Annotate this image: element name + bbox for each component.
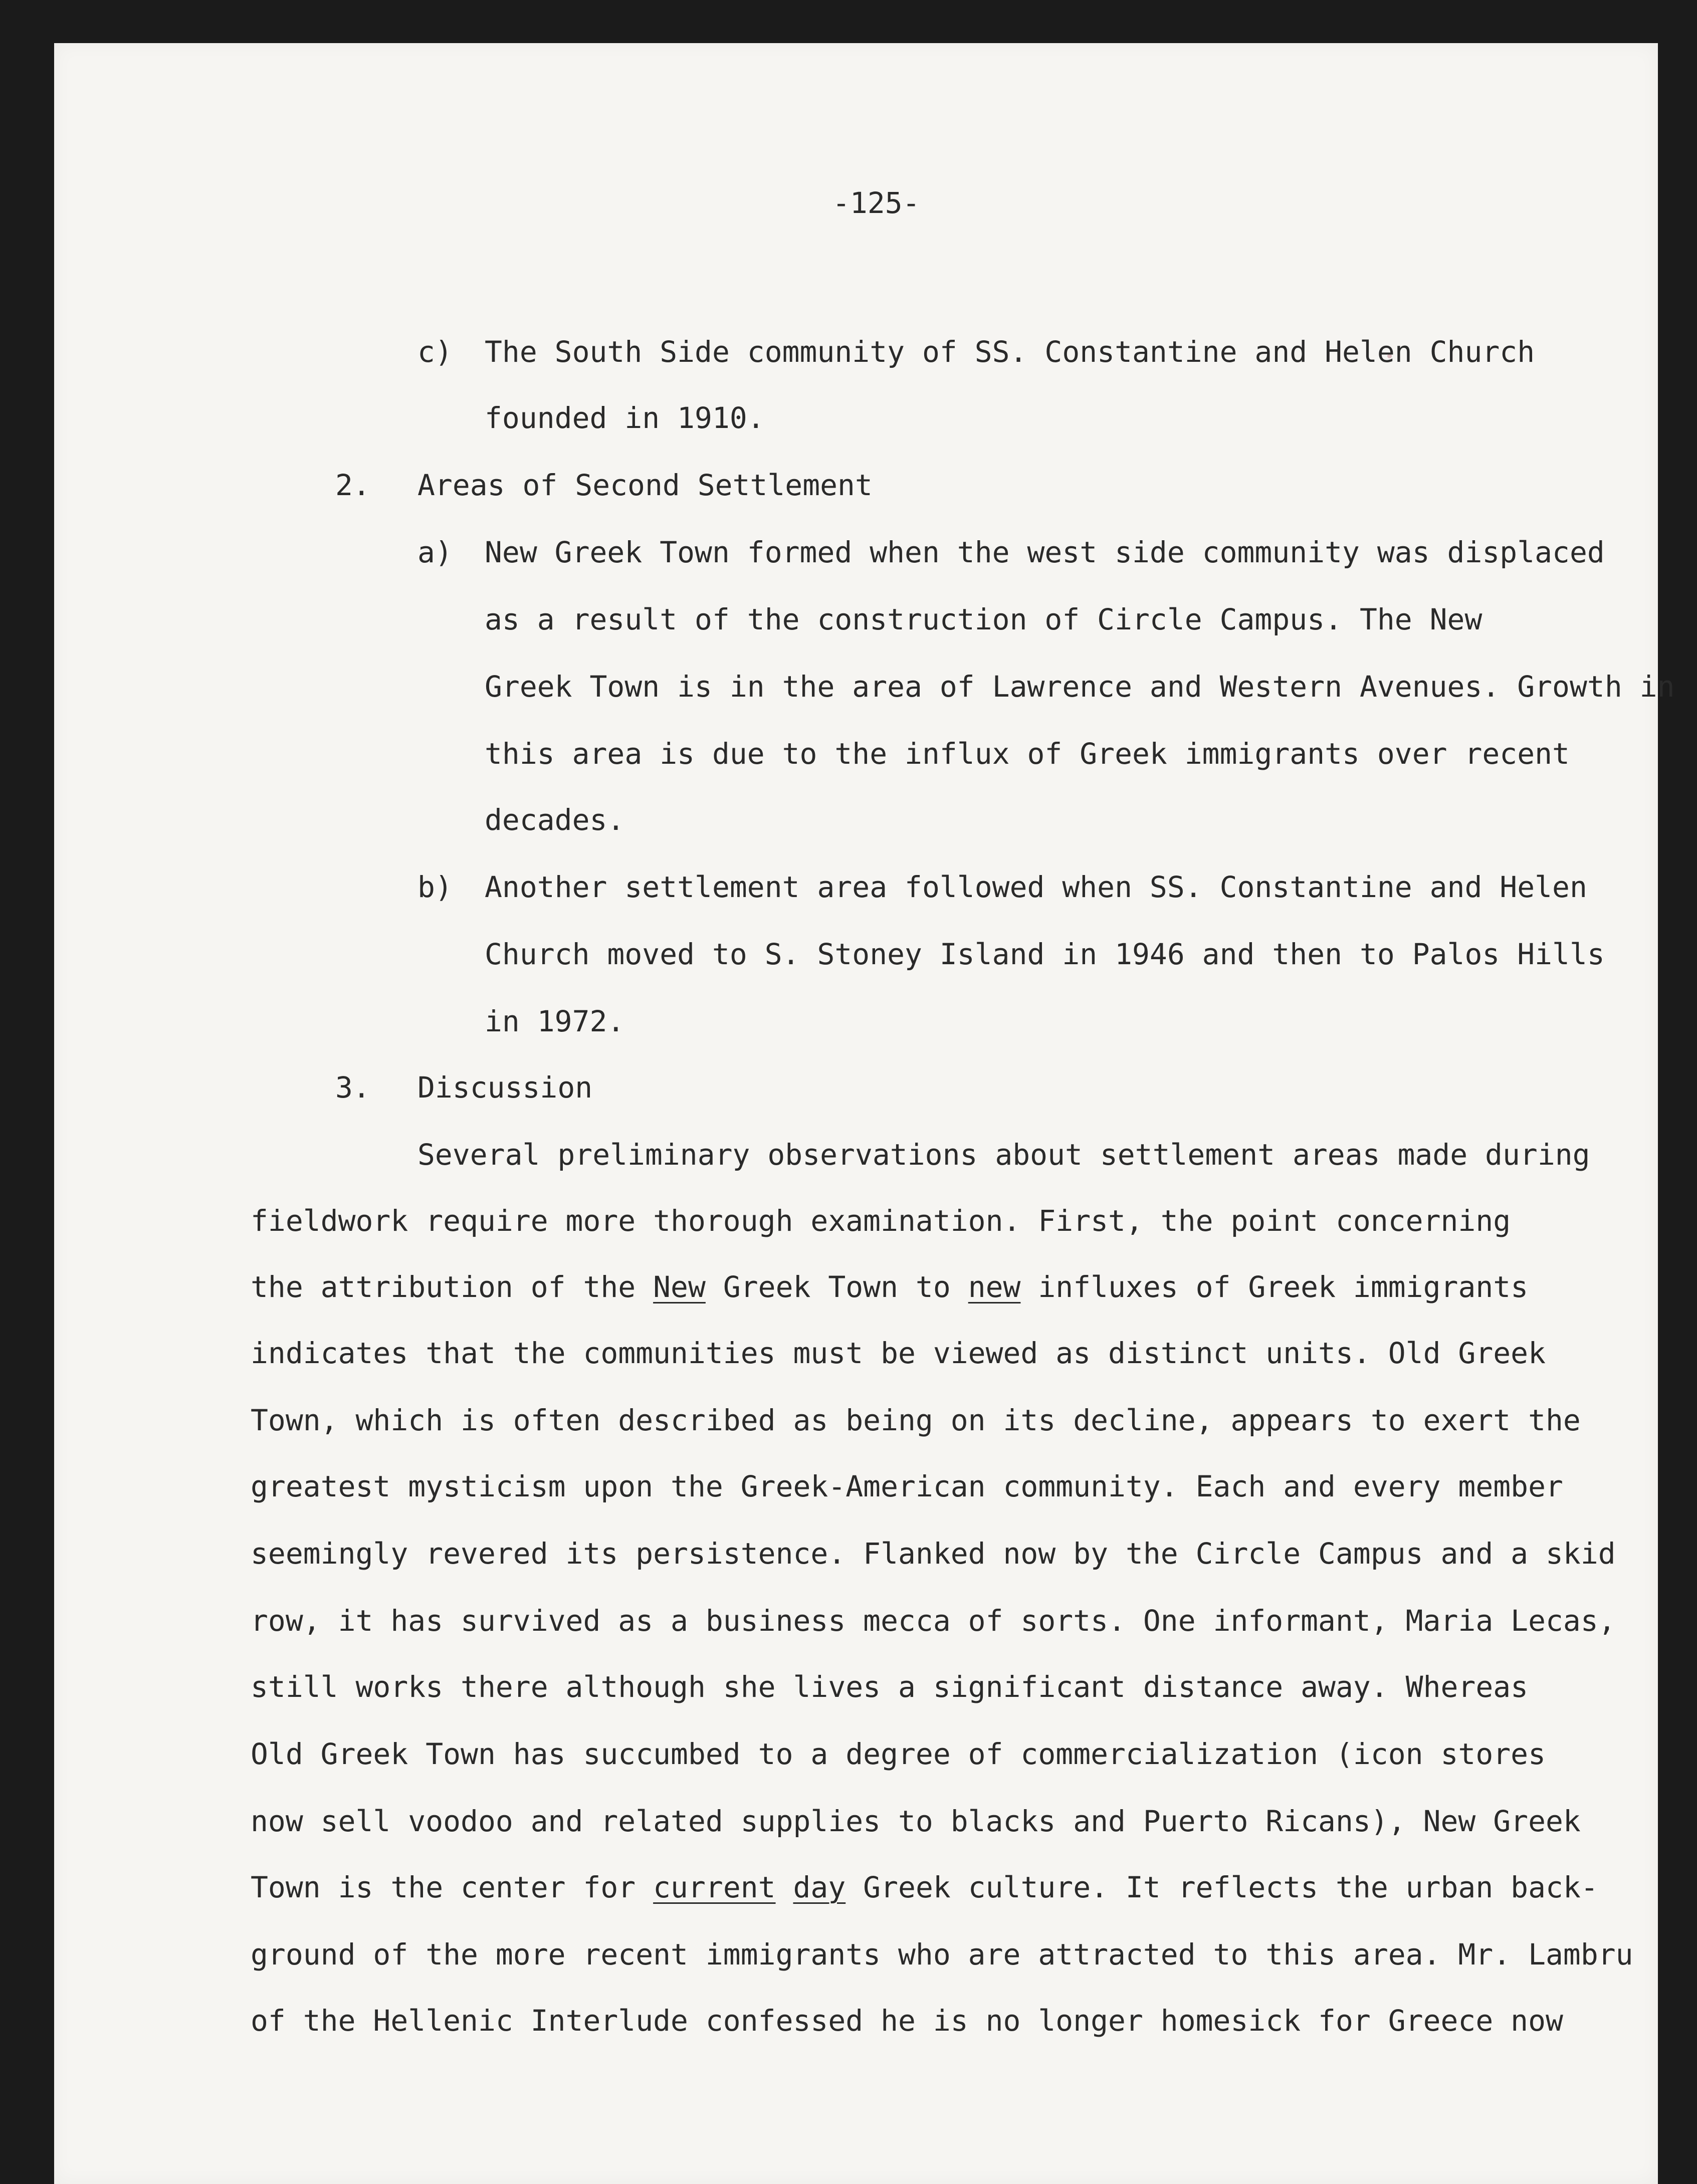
paragraph-line-12 bbox=[251, 1870, 1598, 1904]
item-b-marker: b) bbox=[417, 870, 453, 904]
item-c-line-2: founded in 1910. bbox=[485, 401, 765, 435]
section-2-heading: Areas of Second Settlement bbox=[417, 468, 873, 502]
paragraph-line-2: fieldwork require more thorough examination. First, the point concerning bbox=[251, 1204, 1511, 1238]
item-a-line-4: this area is due to the influx of Greek immigrants over recent bbox=[485, 737, 1570, 771]
paragraph-line-5: Town, which is often described as being on its decline, appears to exert the bbox=[251, 1403, 1581, 1437]
item-b-line-2: Church moved to S. Stoney Island in 1946 and then to Palos Hills bbox=[485, 937, 1605, 971]
section-2-number: 2. bbox=[335, 468, 370, 502]
underlined-new: new bbox=[968, 1270, 1021, 1304]
line-3-text: the attribution of the bbox=[251, 1270, 654, 1304]
paragraph-line-8: row, it has survived as a business mecca of sorts. One informant, Maria Lecas, bbox=[251, 1604, 1616, 1638]
paragraph-line-6: greatest mysticism upon the Greek-American community. Each and every member bbox=[251, 1469, 1563, 1503]
page-number: -125- bbox=[832, 186, 920, 220]
underlined-new-capital: New bbox=[653, 1270, 706, 1304]
item-a-marker: a) bbox=[417, 535, 453, 569]
line-3-text: influxes of Greek immigrants bbox=[1020, 1270, 1529, 1304]
section-3-heading: Discussion bbox=[417, 1070, 593, 1105]
paragraph-line-13: ground of the more recent immigrants who are attracted to this area. Mr. Lambru bbox=[251, 1937, 1633, 1972]
underlined-current: current bbox=[653, 1870, 776, 1904]
line-12-text bbox=[776, 1870, 793, 1904]
section-3-number: 3. bbox=[335, 1070, 370, 1105]
item-b-line-1: Another settlement area followed when SS. Constantine and Helen bbox=[485, 870, 1587, 904]
item-b-line-3: in 1972. bbox=[485, 1004, 625, 1038]
paragraph-line-14: of the Hellenic Interlude confessed he is no longer homesick for Greece now bbox=[251, 2004, 1563, 2038]
paragraph-line-10: Old Greek Town has succumbed to a degree of commercialization (icon stores bbox=[251, 1737, 1546, 1771]
item-a-line-2: as a result of the construction of Circle Campus. The New bbox=[485, 602, 1482, 636]
document-page bbox=[54, 43, 1675, 2184]
item-a-line-5: decades. bbox=[485, 803, 625, 837]
line-12-text: Greek culture. It reflects the urban back- bbox=[845, 1870, 1598, 1904]
paragraph-line-11: now sell voodoo and related supplies to blacks and Puerto Ricans), New Greek bbox=[251, 1804, 1581, 1838]
line-3-text: Greek Town to bbox=[705, 1270, 968, 1304]
item-c-marker: c) bbox=[417, 335, 453, 369]
line-12-text: Town is the center for bbox=[251, 1870, 654, 1904]
item-a-line-1: New Greek Town formed when the west side community was displaced bbox=[485, 535, 1605, 569]
underlined-day: day bbox=[793, 1870, 846, 1904]
paragraph-line-7: seemingly revered its persistence. Flanked now by the Circle Campus and a skid bbox=[251, 1537, 1616, 1571]
paragraph-line-4: indicates that the communities must be viewed as distinct units. Old Greek bbox=[251, 1336, 1546, 1370]
paragraph-line-9: still works there although she lives a significant distance away. Whereas bbox=[251, 1670, 1529, 1704]
paragraph-line-3 bbox=[251, 1270, 1529, 1304]
paragraph-line-1: Several preliminary observations about settlement areas made during bbox=[417, 1138, 1590, 1172]
item-c-line-1: The South Side community of SS. Constantine and Helen Church bbox=[485, 335, 1535, 369]
item-a-line-3: Greek Town is in the area of Lawrence and Western Avenues. Growth in bbox=[485, 670, 1675, 704]
